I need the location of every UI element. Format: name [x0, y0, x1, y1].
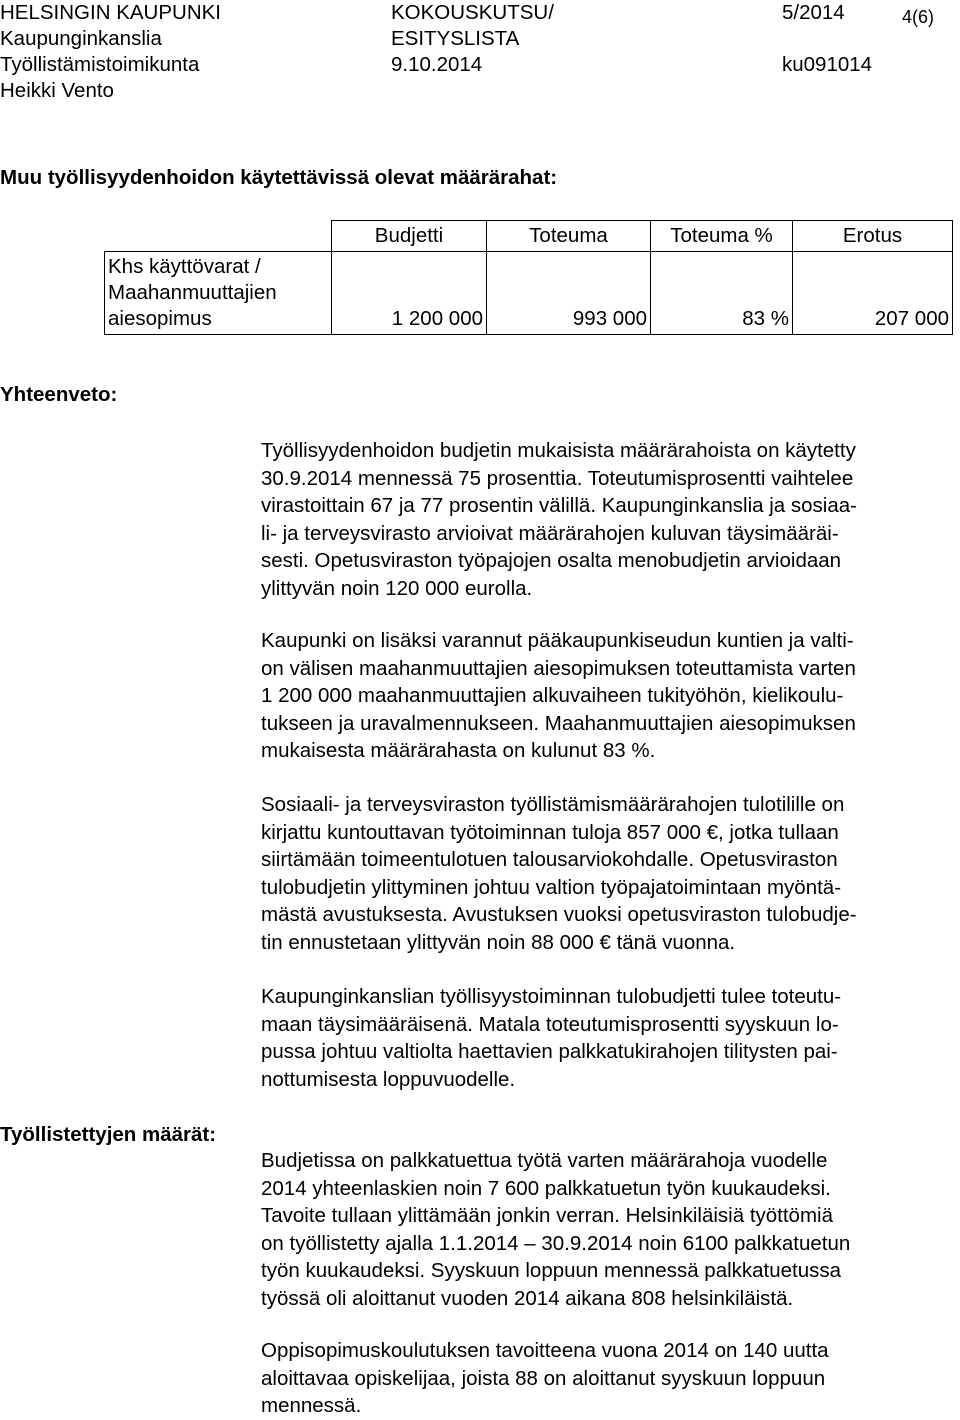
text-line: Budjetissa on palkkatuettua työtä varten määrärahoja vuodelle [261, 1149, 828, 1172]
text-line: tukseen ja uravalmennukseen. Maahanmuuttajien aiesopimuksen [261, 711, 856, 735]
text-line: on työllistetty ajalla 1.1.2014 – 30.9.2014 noin 6100 palkkatuetun [261, 1231, 851, 1255]
text-line: virastoittain 67 ja 77 prosentin välillä. Kaupunginkanslia ja sosiaa- [261, 494, 857, 517]
table-row [105, 252, 953, 335]
text-line: maan täysimääräisenä. Matala toteutumisprosentti syyskuun lo- [261, 1012, 839, 1036]
text-line: Tavoite tullaan ylittämään jonkin verran. Helsinkiläisiä työttömiä [261, 1204, 833, 1227]
header-date: 9.10.2014 [391, 53, 483, 76]
text-line: työn kuukaudeksi. Syyskuun loppuun mennessä palkkatuetussa [261, 1259, 842, 1282]
text-line: on välisen maahanmuuttajien aiesopimuksen toteuttamista varten [261, 656, 856, 680]
paragraph-budget-usage [261, 437, 960, 602]
table-cell-difference: 207 000 [793, 252, 953, 335]
text-line: 30.9.2014 mennessä 75 prosenttia. Toteutumisprosentti vaihtelee [261, 466, 854, 490]
budget-table [104, 220, 953, 335]
text-line: Kaupunginkanslian työllisyystoiminnan tulobudjetti tulee toteutu- [261, 985, 842, 1008]
text-line: li- ja terveysvirasto arvioivat määrärahojen kuluvan täysimääräi- [261, 521, 839, 545]
text-line: pussa johtuu valtiolta haettavien palkkatukirahojen tilitysten pai- [261, 1040, 838, 1063]
text-line: 1 200 000 maahanmuuttajien alkuvaiheen tukityöhön, kielikoulu- [261, 684, 844, 707]
row-label-line: aiesopimus [108, 307, 212, 330]
text-line: mästä avustuksesta. Avustuksen vuoksi opetusviraston tulobudje- [261, 903, 857, 926]
text-line: Sosiaali- ja terveysviraston työllistämismäärärahojen tulotilille on [261, 793, 845, 816]
header-dept: Kaupunginkanslia [0, 27, 162, 50]
table-row-label [105, 252, 332, 335]
header-reference: ku091014 [782, 53, 873, 76]
text-line: Oppisopimuskoulutuksen tavoitteena vuona 2014 on 140 uutta [261, 1339, 829, 1362]
header-author: Heikki Vento [0, 79, 114, 102]
text-line: sesti. Opetusviraston työpajojen osalta menobudjetin arvioidaan [261, 549, 842, 572]
table-header-cell: Toteuma % [651, 221, 793, 252]
text-line: aloittavaa opiskelijaa, joista 88 on aloittanut syyskuun loppuun [261, 1366, 826, 1390]
paragraph-city-office-income [261, 983, 960, 1093]
text-line: kirjattu kuntouttavan työtoiminnan tuloja 857 000 €, jotka tullaan [261, 820, 839, 844]
text-line: mukaisesta määrärahasta on kulunut 83 %. [261, 739, 656, 762]
text-line: Työllisyydenhoidon budjetin mukaisista määrärahoista on käytetty [261, 439, 856, 462]
table-header-cell: Budjetti [332, 221, 487, 252]
header-left [0, 0, 221, 104]
paragraph-apprenticeship [261, 1337, 960, 1420]
section-heading: Muu työllisyydenhoidon käytettävissä olevat määrärahat: [0, 166, 558, 189]
header-committee: Työllistämistoimikunta [0, 53, 200, 76]
table-cell-percent: 83 % [651, 252, 793, 335]
header-meeting-number: 5/2014 [782, 1, 845, 24]
text-line: siirtämään toimeentulotuen talousarviokohdalle. Opetusviraston [261, 848, 838, 871]
text-line: ylittyvän noin 120 000 eurolla. [261, 576, 533, 600]
header-middle [391, 0, 554, 78]
header-right [782, 0, 872, 78]
row-label-line: Khs käyttövarat / [108, 255, 261, 278]
paragraph-immigrant-agreement [261, 627, 960, 765]
text-line: Kaupunki on lisäksi varannut pääkaupunkiseudun kuntien ja valti- [261, 629, 854, 652]
header-org: HELSINGIN KAUPUNKI [0, 1, 221, 24]
page-number: 4(6) [902, 7, 935, 27]
text-line: mennessä. [261, 1394, 362, 1417]
paragraph-subsidized-work [261, 1147, 960, 1312]
paragraph-social-health [261, 791, 960, 956]
text-line: työssä oli aloittanut vuoden 2014 aikana 808 helsinkiläistä. [261, 1286, 794, 1310]
table-cell-budget: 1 200 000 [332, 252, 487, 335]
employed-label: Työllistettyjen määrät: [0, 1123, 217, 1146]
text-line: 2014 yhteenlaskien noin 7 600 palkkatuetun työn kuukaudeksi. [261, 1176, 831, 1200]
table-cell-actual: 993 000 [487, 252, 651, 335]
text-line: nottumisesta loppuvuodelle. [261, 1067, 516, 1091]
row-label-line: Maahanmuuttajien [108, 281, 277, 304]
table-corner [105, 221, 332, 252]
table-header-row [105, 221, 953, 252]
table-header-cell: Erotus [793, 221, 953, 252]
header-doc-type-2: ESITYSLISTA [391, 27, 520, 50]
header-spacer [782, 26, 872, 52]
text-line: tin ennustetaan ylittyvän noin 88 000 € tänä vuonna. [261, 930, 736, 954]
header-doc-type: KOKOUSKUTSU/ [391, 1, 554, 24]
summary-label: Yhteenveto: [0, 383, 118, 406]
table-header-cell: Toteuma [487, 221, 651, 252]
text-line: tulobudjetin ylittyminen johtuu valtion työpajatoimintaan myöntä- [261, 875, 842, 899]
